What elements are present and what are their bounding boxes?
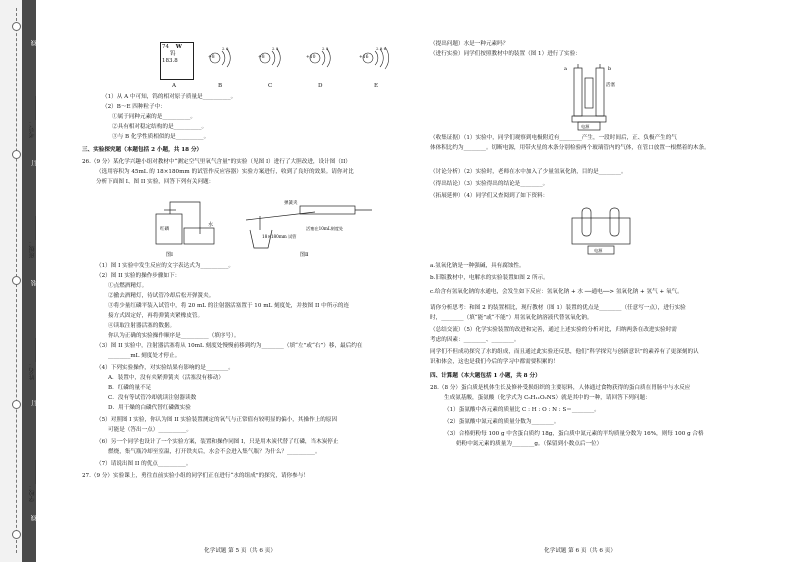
element-symbol: W (175, 44, 182, 50)
fig2-caption: 图Ⅱ (300, 252, 309, 258)
electrons-c: 2 8 (272, 46, 279, 51)
q26-6: （6）另一个同学也设计了一个实验方案，装置和操作同图 I，只是用木炭代替了红磷，当木炭停止 (96, 439, 339, 445)
name-field: 姓名：________ (29, 338, 36, 380)
q26-2-order: 你认为正确的实验操作顺序是__________（填序号）。 (108, 333, 240, 339)
q26-4-b: B．红磷的量不足 (108, 385, 152, 391)
fig2-power-label: 电源 (594, 248, 603, 253)
q27-1b: 体体积比约为________。切断电源，用带火星的木条分别检验两个玻璃管内的气体，在管口放置一根燃着的木条。 (430, 145, 710, 151)
q26-2-step4: ④读取注射器活塞的数据。 (108, 323, 176, 329)
page-5-footer: 化学试题 第 5 页（共 6 页） (204, 548, 276, 555)
power-label: 电源 (581, 124, 590, 129)
q27-4: （拓展延伸）（4）同学们又查阅到了如下资料： (430, 193, 549, 199)
q25-2-1: ①属于同种元素的是__________。 (112, 114, 196, 120)
fact-a: a.氢氧化钠是一种强碱，具有腐蚀性。 (430, 263, 525, 269)
label-a-tube: a (564, 66, 567, 72)
exam-number-field: 考号：________ (29, 96, 36, 138)
q26-5b: 可能是（答出一点）__________。 (108, 427, 192, 433)
q27-3: （得出结论）（3）实验得出的结论是________。 (430, 181, 549, 187)
fact-c: c.给含有氢氧化钠的水通电，会发生如下反应：氢氧化钠 + 水 ──通电──> 氢氧化钠 + 氢气 + 氧气。 (430, 289, 683, 295)
q26-4-c: C．没有等试管冷却就读注射器读数 (108, 395, 197, 401)
water-beaker (184, 228, 214, 244)
q27-5: （总结交流）（5）化学实验装置的改进和完善，通过上述实验的分析对比，归纳两条在改进实验时需 (430, 327, 677, 333)
electrons-e: 2 8 6 (376, 46, 387, 51)
class-field: 班级：________ (29, 216, 36, 258)
page-6-column (426, 0, 772, 562)
q27-experiment: （进行实验）同学们按照教材中的装置（图 1）进行了实验： (430, 51, 581, 57)
q27-stem: 27.（9 分）实验课上，勇往直前实验小组的同学们正在进行“水的组成”的探究，请你参与！ (82, 473, 309, 479)
label-d: D (318, 83, 323, 89)
atomic-mass: 183.8 (162, 58, 178, 65)
binding-mark: 装 (31, 280, 38, 286)
label-b: B (218, 83, 223, 89)
atomic-number: 74 (162, 44, 169, 50)
q26-3: （3）图 II 实验中，注射器活塞将从 10mL 刻度处慢慢前移到约为________（填“左”或“右”）移，最后约在 (96, 343, 363, 349)
q26-stem-2: （选用容积为 45mL 的 18×180mm 的试管作反应容器）实验方案进行，收到了良好的效果。请你对比 (96, 169, 354, 175)
binding-hole-icon (12, 530, 21, 539)
binding-mark: 订 (31, 400, 38, 406)
school-field: 学校：________ (29, 460, 36, 502)
page-6-footer: 化学试题 第 6 页（共 6 页） (544, 548, 616, 555)
nucleus-c: +8 (258, 55, 265, 60)
q26-stem-3: 分析下面图 I、图 II 实验，回答下列有关问题： (96, 179, 215, 185)
label-b-tube: b (608, 66, 612, 72)
q26-2-step1: ①点燃酒精灯。 (108, 283, 148, 289)
section-4-title: 四、计算题（本大题包括 1 小题，共 8 分） (430, 373, 541, 379)
label-a: A (172, 83, 177, 89)
binding-mark: 线 (31, 515, 38, 521)
nucleus-b: +8 (208, 55, 215, 60)
clip-label: 弹簧夹 (284, 201, 298, 206)
fig1-caption: 图Ⅰ (166, 252, 173, 258)
nucleus-e: +16 (359, 55, 369, 60)
q28-2: （2）蛋氨酸中氮元素的质量分数为________。 (444, 419, 560, 425)
q26-4: （4）下列实验操作，对实验结果有影响的是________。 (96, 365, 234, 371)
q26-5: （5）对照图 I 实验，你认为图 II 实验装置测定的氧气与正常值有较明显的偏小，其操作上的原因 (96, 417, 338, 423)
fact-b: b.旧版教材中，电解水的实验装置如图 2 所示。 (430, 275, 549, 281)
q27-2: （讨论分析）（2）实验时，老师在水中加入了少量氢氧化钠，目的是________。 (430, 169, 627, 175)
element-name: 钨 (170, 51, 176, 58)
tube-label: 18×180mm 试管 (262, 234, 297, 239)
q26-2-step2: ②撤去酒精灯，待试管冷却后松开弹簧夹。 (108, 293, 215, 299)
valve-label: 活塞 (606, 83, 615, 88)
syringe-label: 活塞在10mL刻度处 (306, 226, 344, 231)
q26-3b: ________mL 刻度处才停止。 (108, 353, 181, 359)
section-3-title: 三、实验探究题（本题包括 2 小题，共 18 分） (82, 147, 203, 153)
electrons-b: 2 6 (222, 46, 229, 51)
atom-structure-figure (160, 40, 410, 92)
binding-mark: 线 (31, 40, 38, 46)
electrolysis-figure-2 (566, 204, 636, 256)
binding-mark: 订 (31, 160, 38, 166)
nucleus-d: +10 (306, 55, 316, 60)
oxygen-apparatus-figure (150, 190, 380, 260)
binding-hole-icon (12, 22, 21, 31)
water-trough (572, 218, 630, 244)
phosphorus-label: 红磷 (160, 227, 169, 232)
atom-diagrams (160, 40, 410, 80)
tube-a (574, 68, 582, 116)
page-5-column (72, 0, 412, 562)
label-e: E (374, 83, 379, 89)
water-label: 水 (208, 222, 214, 228)
binding-hole-icon (12, 150, 21, 159)
q27-1: （收集证据）（1）实验中，同学们观察到电极附近有________产生，一段时间后，正、负极产生的气 (430, 135, 677, 141)
q26-4-a: A．装置中，没有夹紧弹簧夹（活塞没有移动） (108, 375, 224, 381)
q26-1: （1）图 I 实验中发生反应的文字表达式为__________。 (96, 263, 234, 269)
q25-2: （2）B～E 四种粒子中： (102, 104, 166, 110)
q26-stem-1: 26.（9 分）某化学兴趣小组对教材中“测定空气里氧气含量”的实验（见图 I）进行了大胆改进，设计图（II） (82, 159, 351, 165)
electrons-d: 2 8 (322, 46, 329, 51)
q27-analysis: 请你分析思考：和图 2 的装置相比，现行教材（图 1）装置的优点是________（任意写一点），进行实验 (430, 305, 686, 311)
alcohol-lamp (250, 230, 272, 248)
q28-1: （1）蛋氨酸中各元素的质量比 C : H : O : N : S＝________。 (444, 407, 600, 413)
q26-2-step3: ③将少量红磷平装入试管中，将 20 mL 的注射器活塞置于 10 mL 刻度处，并按图 II 中所示的连 (108, 303, 350, 309)
q27-summary-b: 识和体会，这也是我们今后的学习中都需要积累的！ (430, 359, 559, 365)
tube-b (596, 68, 604, 116)
q25-2-2: ②具有相对稳定结构的是__________。 (112, 124, 208, 130)
q25-1: （1）从 A 中可知，钨的相对原子质量是__________。 (102, 94, 237, 100)
q26-2-step3b: 接方式固定好，再将弹簧夹紧橡皮管。 (108, 313, 204, 319)
q27-summary: 同学们不但成功探究了水的组成，而且通过此实验还反思，他们“科学探究与创新意识”的素养有了更深刻的认 (430, 349, 699, 355)
q27-5b: 考虑的因素：________、________。 (430, 337, 520, 343)
connecting-tube (170, 202, 200, 234)
q26-2: （2）图 II 实验的操作步骤如下： (96, 273, 181, 279)
test-tube (246, 212, 315, 220)
q25-2-3: ③与 B 化学性质相似的是__________。 (112, 134, 210, 140)
q26-7: （7）请说出图 II 的优点__________。 (96, 461, 192, 467)
q26-6b: 燃烧，集气瓶冷却至室温，打开铁夹后，水会不会进入集气瓶？为什么？__________。 (108, 449, 321, 455)
label-c: C (268, 83, 273, 89)
q28-stem-b: 生成氨基酸，蛋氨酸（化学式为 C₅H₁₁O₂NS）就是其中的一种，请回答下列问题： (444, 395, 651, 401)
q28-3: （3）合格奶粉每 100 g 中含蛋白质约 18g，蛋白质中氮元素的平均质量分数为 16%，则每 100 g 合格 (444, 431, 704, 437)
binding-hole-icon (12, 400, 21, 409)
q27-analysis-b: 时，________（填“能”或“不能”）用氢氧化钠溶液代替氢氧化钠。 (430, 315, 593, 321)
reservoir (585, 78, 593, 108)
binding-hole-icon (12, 276, 21, 285)
q26-4-d: D．用干燥的白磷代替红磷做实验 (108, 405, 191, 411)
q28-3b: 奶粉中氮元素的质量为________g。（保留到小数点后一位） (456, 441, 603, 447)
q28-stem: 28.（8 分）蛋白质是机体生长及修补受损组织的主要原料，人体通过食物获得的蛋白质在胃肠中与水反应 (430, 385, 691, 391)
electrolysis-figure-1 (544, 60, 634, 132)
q27-question: （提出问题）水是一种元素吗？ (430, 41, 509, 47)
